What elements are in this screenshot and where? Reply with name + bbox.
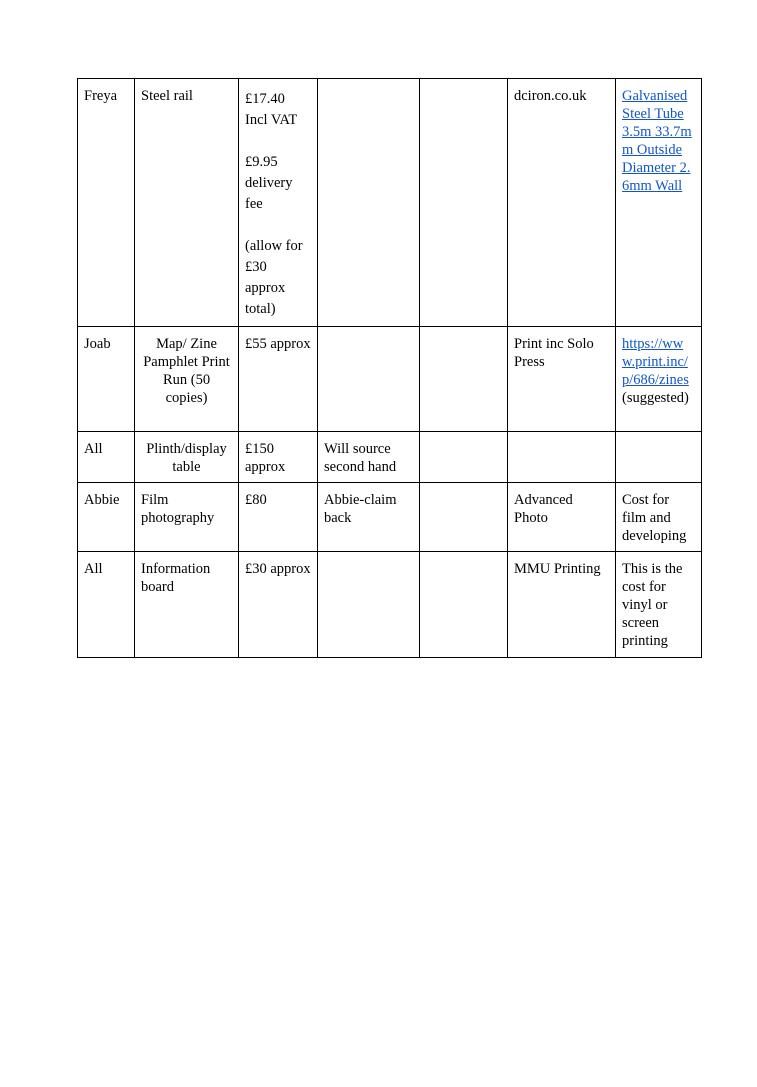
- table-row: [78, 327, 702, 432]
- supplier-cell: Advanced Photo: [508, 483, 616, 552]
- details-cell: This is the cost for vinyl or screen printing: [616, 552, 702, 658]
- cost-line: £9.95: [245, 154, 278, 170]
- table-row: [78, 79, 702, 327]
- details-cell: Cost for film and developing: [616, 483, 702, 552]
- item-cell: Map/ Zine Pamphlet Print Run (50 copies): [135, 327, 239, 432]
- link-suffix: (suggested): [622, 390, 689, 406]
- supplier-cell: [508, 432, 616, 483]
- person-cell: All: [78, 432, 135, 483]
- cost-line: fee: [245, 196, 263, 212]
- table-row: [78, 432, 702, 483]
- table-row: [78, 483, 702, 552]
- cost-cell: £80: [239, 483, 318, 552]
- cost-line: Incl VAT: [245, 112, 298, 128]
- cost-line: approx: [245, 280, 286, 296]
- spacer: [245, 131, 311, 152]
- person-cell: All: [78, 552, 135, 658]
- notes-cell: Abbie-claim back: [318, 483, 420, 552]
- notes-cell: [318, 552, 420, 658]
- table-row: [78, 552, 702, 658]
- item-cell: Information board: [135, 552, 239, 658]
- notes-cell: [318, 327, 420, 432]
- cost-line: £17.40: [245, 91, 285, 107]
- extra-cell: [420, 552, 508, 658]
- extra-cell: [420, 327, 508, 432]
- extra-cell: [420, 79, 508, 327]
- cost-cell: £150 approx: [239, 432, 318, 483]
- extra-cell: [420, 483, 508, 552]
- person-cell: Abbie: [78, 483, 135, 552]
- supplier-cell: MMU Printing: [508, 552, 616, 658]
- cost-cell: [239, 79, 318, 327]
- budget-table: [77, 78, 702, 658]
- item-cell: Plinth/display table: [135, 432, 239, 483]
- cost-cell: £30 approx: [239, 552, 318, 658]
- item-cell: Film photography: [135, 483, 239, 552]
- cost-cell: £55 approx: [239, 327, 318, 432]
- supplier-cell: dciron.co.uk: [508, 79, 616, 327]
- cost-line: (allow for: [245, 238, 303, 254]
- zine-print-link[interactable]: https://www.print.inc/p/686/zines: [622, 336, 689, 388]
- cost-line: £30: [245, 259, 267, 275]
- cost-line: delivery: [245, 175, 293, 191]
- link-cell: [616, 327, 702, 432]
- person-cell: Freya: [78, 79, 135, 327]
- link-cell: [616, 79, 702, 327]
- cost-line: total): [245, 301, 276, 317]
- product-link[interactable]: Galvanised Steel Tube 3.5m 33.7mm Outside Diameter 2.6mm Wall: [622, 88, 692, 194]
- notes-cell: [318, 79, 420, 327]
- notes-cell: Will source second hand: [318, 432, 420, 483]
- person-cell: Joab: [78, 327, 135, 432]
- spacer: [245, 215, 311, 236]
- details-cell: [616, 432, 702, 483]
- item-cell: Steel rail: [135, 79, 239, 327]
- supplier-cell: Print inc Solo Press: [508, 327, 616, 432]
- extra-cell: [420, 432, 508, 483]
